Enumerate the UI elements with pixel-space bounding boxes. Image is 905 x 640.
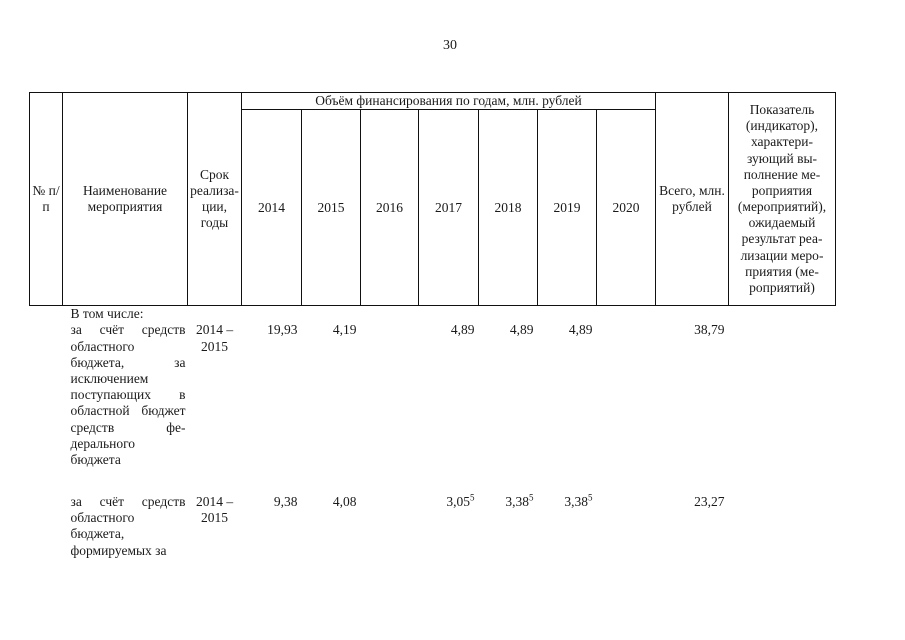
- header-num: № п/п: [30, 93, 63, 306]
- header-year: 2019: [538, 110, 597, 306]
- total-cell: 23,27: [694, 494, 725, 510]
- num-cell: [30, 494, 63, 559]
- value-text: 4,08: [332, 494, 357, 510]
- value-cell: [479, 322, 538, 468]
- value-cell: [597, 322, 656, 468]
- header-year: 2016: [361, 110, 419, 306]
- value-cell: [479, 494, 538, 559]
- value-text: 9,38: [273, 494, 298, 510]
- row-period: 2014 – 2015: [195, 322, 234, 354]
- page-number: 30: [443, 38, 457, 53]
- value-cell: [538, 322, 597, 468]
- value-text: 4,19: [332, 322, 357, 338]
- value-text: 4,89: [450, 322, 475, 338]
- header-period: Срок реализации, годы: [188, 93, 242, 306]
- table-row: [30, 322, 836, 468]
- header-indicator: Показатель (индикатор), характеризующий выполнение мероприятия (мероприятий), ожидаемый результат реализации мероприятия (мероприятий): [729, 93, 836, 306]
- value-cell: [302, 322, 361, 468]
- value-text: 3,38: [505, 494, 529, 510]
- indicator-cell: [729, 322, 836, 468]
- section-label: В том числе:: [70, 306, 144, 322]
- value-text: 3,05: [446, 494, 470, 510]
- row-name: за счёт средств областного бюджета, за исключением поступающих в областной бюджет средств федерального бюджета: [70, 322, 186, 467]
- header-year: 2018: [479, 110, 538, 306]
- header-name: Наименование мероприятия: [63, 93, 188, 306]
- row-name: за счёт средств областного бюджета, формируемых за: [70, 494, 186, 558]
- header-total: Всего, млн. рублей: [656, 93, 729, 306]
- header-funding-group: Объём финансирования по годам, млн. рублей: [242, 93, 656, 110]
- num-cell: [30, 322, 63, 468]
- footnote-mark: 5: [470, 492, 475, 503]
- value-cell: [538, 494, 597, 559]
- row-period: 2014 – 2015: [195, 494, 234, 526]
- value-cell: [419, 494, 479, 559]
- value-cell: [597, 494, 656, 559]
- value-cell: [242, 494, 302, 559]
- value-text: 4,89: [568, 322, 593, 338]
- value-cell: [361, 494, 419, 559]
- value-cell: [302, 494, 361, 559]
- value-cell: [242, 322, 302, 468]
- header-year: 2020: [597, 110, 656, 306]
- total-cell: 38,79: [694, 322, 725, 338]
- value-cell: [361, 322, 419, 468]
- header-year: 2015: [302, 110, 361, 306]
- indicator-cell: [729, 494, 836, 559]
- num-cell: [30, 306, 63, 323]
- value-text: 3,38: [564, 494, 588, 510]
- funding-table: [29, 92, 836, 559]
- value-text: 19,93: [267, 322, 298, 338]
- value-cell: [419, 322, 479, 468]
- table-row: [30, 494, 836, 559]
- value-text: 4,89: [509, 322, 534, 338]
- header-year: 2017: [419, 110, 479, 306]
- footnote-mark: 5: [529, 492, 534, 503]
- footnote-mark: 5: [588, 492, 593, 503]
- header-year: 2014: [242, 110, 302, 306]
